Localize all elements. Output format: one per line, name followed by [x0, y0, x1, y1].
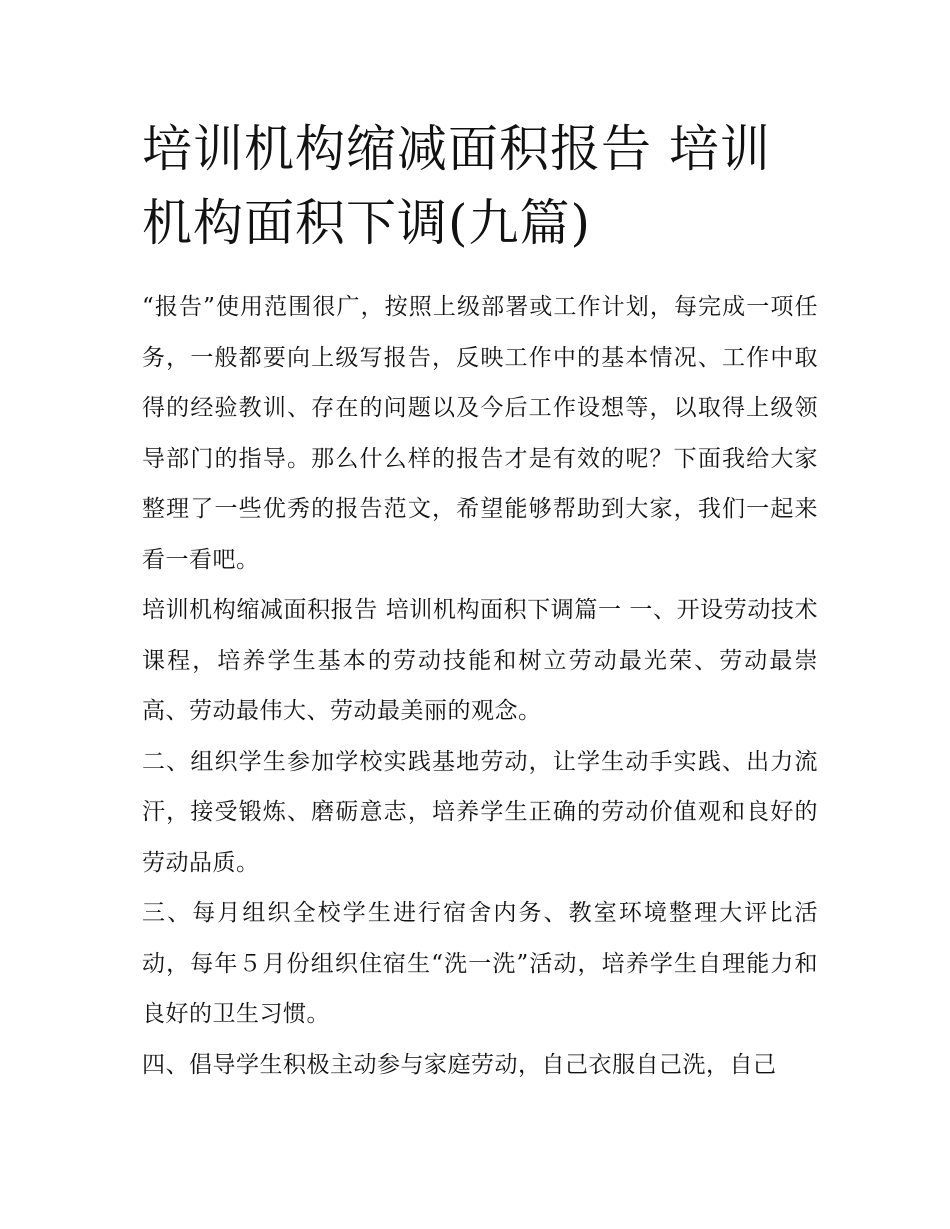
item-three-paragraph: 三、每月组织全校学生进行宿舍内务、教室环境整理大评比活动，每年５月份组织住宿生“洗一洗”活动，培养学生自理能力和良好的卫生习惯。	[142, 900, 818, 1027]
document-body	[142, 282, 818, 1090]
item-two-paragraph: 二、组织学生参加学校实践基地劳动，让学生动手实践、出力流汗，接受锻炼、磨砺意志，培养学生正确的劳动价值观和良好的劳动品质。	[142, 748, 818, 876]
section-one-paragraph: 培训机构缩减面积报告 培训机构面积下调篇一 一、开设劳动技术课程，培养学生基本的劳动技能和树立劳动最光荣、劳动最崇高、劳动最伟大、劳动最美丽的观念。	[142, 597, 818, 724]
item-four-paragraph: 四、倡导学生积极主动参与家庭劳动，自己衣服自己洗，自己	[142, 1051, 777, 1078]
document-title: 培训机构缩减面积报告 培训机构面积下调(九篇)	[142, 120, 771, 252]
document-page	[142, 112, 818, 1090]
intro-paragraph: “报告”使用范围很广，按照上级部署或工作计划，每完成一项任务，一般都要向上级写报告，反映工作中的基本情况、工作中取得的经验教训、存在的问题以及今后工作设想等，以取得上级领导部门的指导。那么什么样的报告才是有效的呢？下面我给大家整理了一些优秀的报告范文，希望能够帮助到大家，我们一起来看一看吧。	[142, 294, 818, 573]
